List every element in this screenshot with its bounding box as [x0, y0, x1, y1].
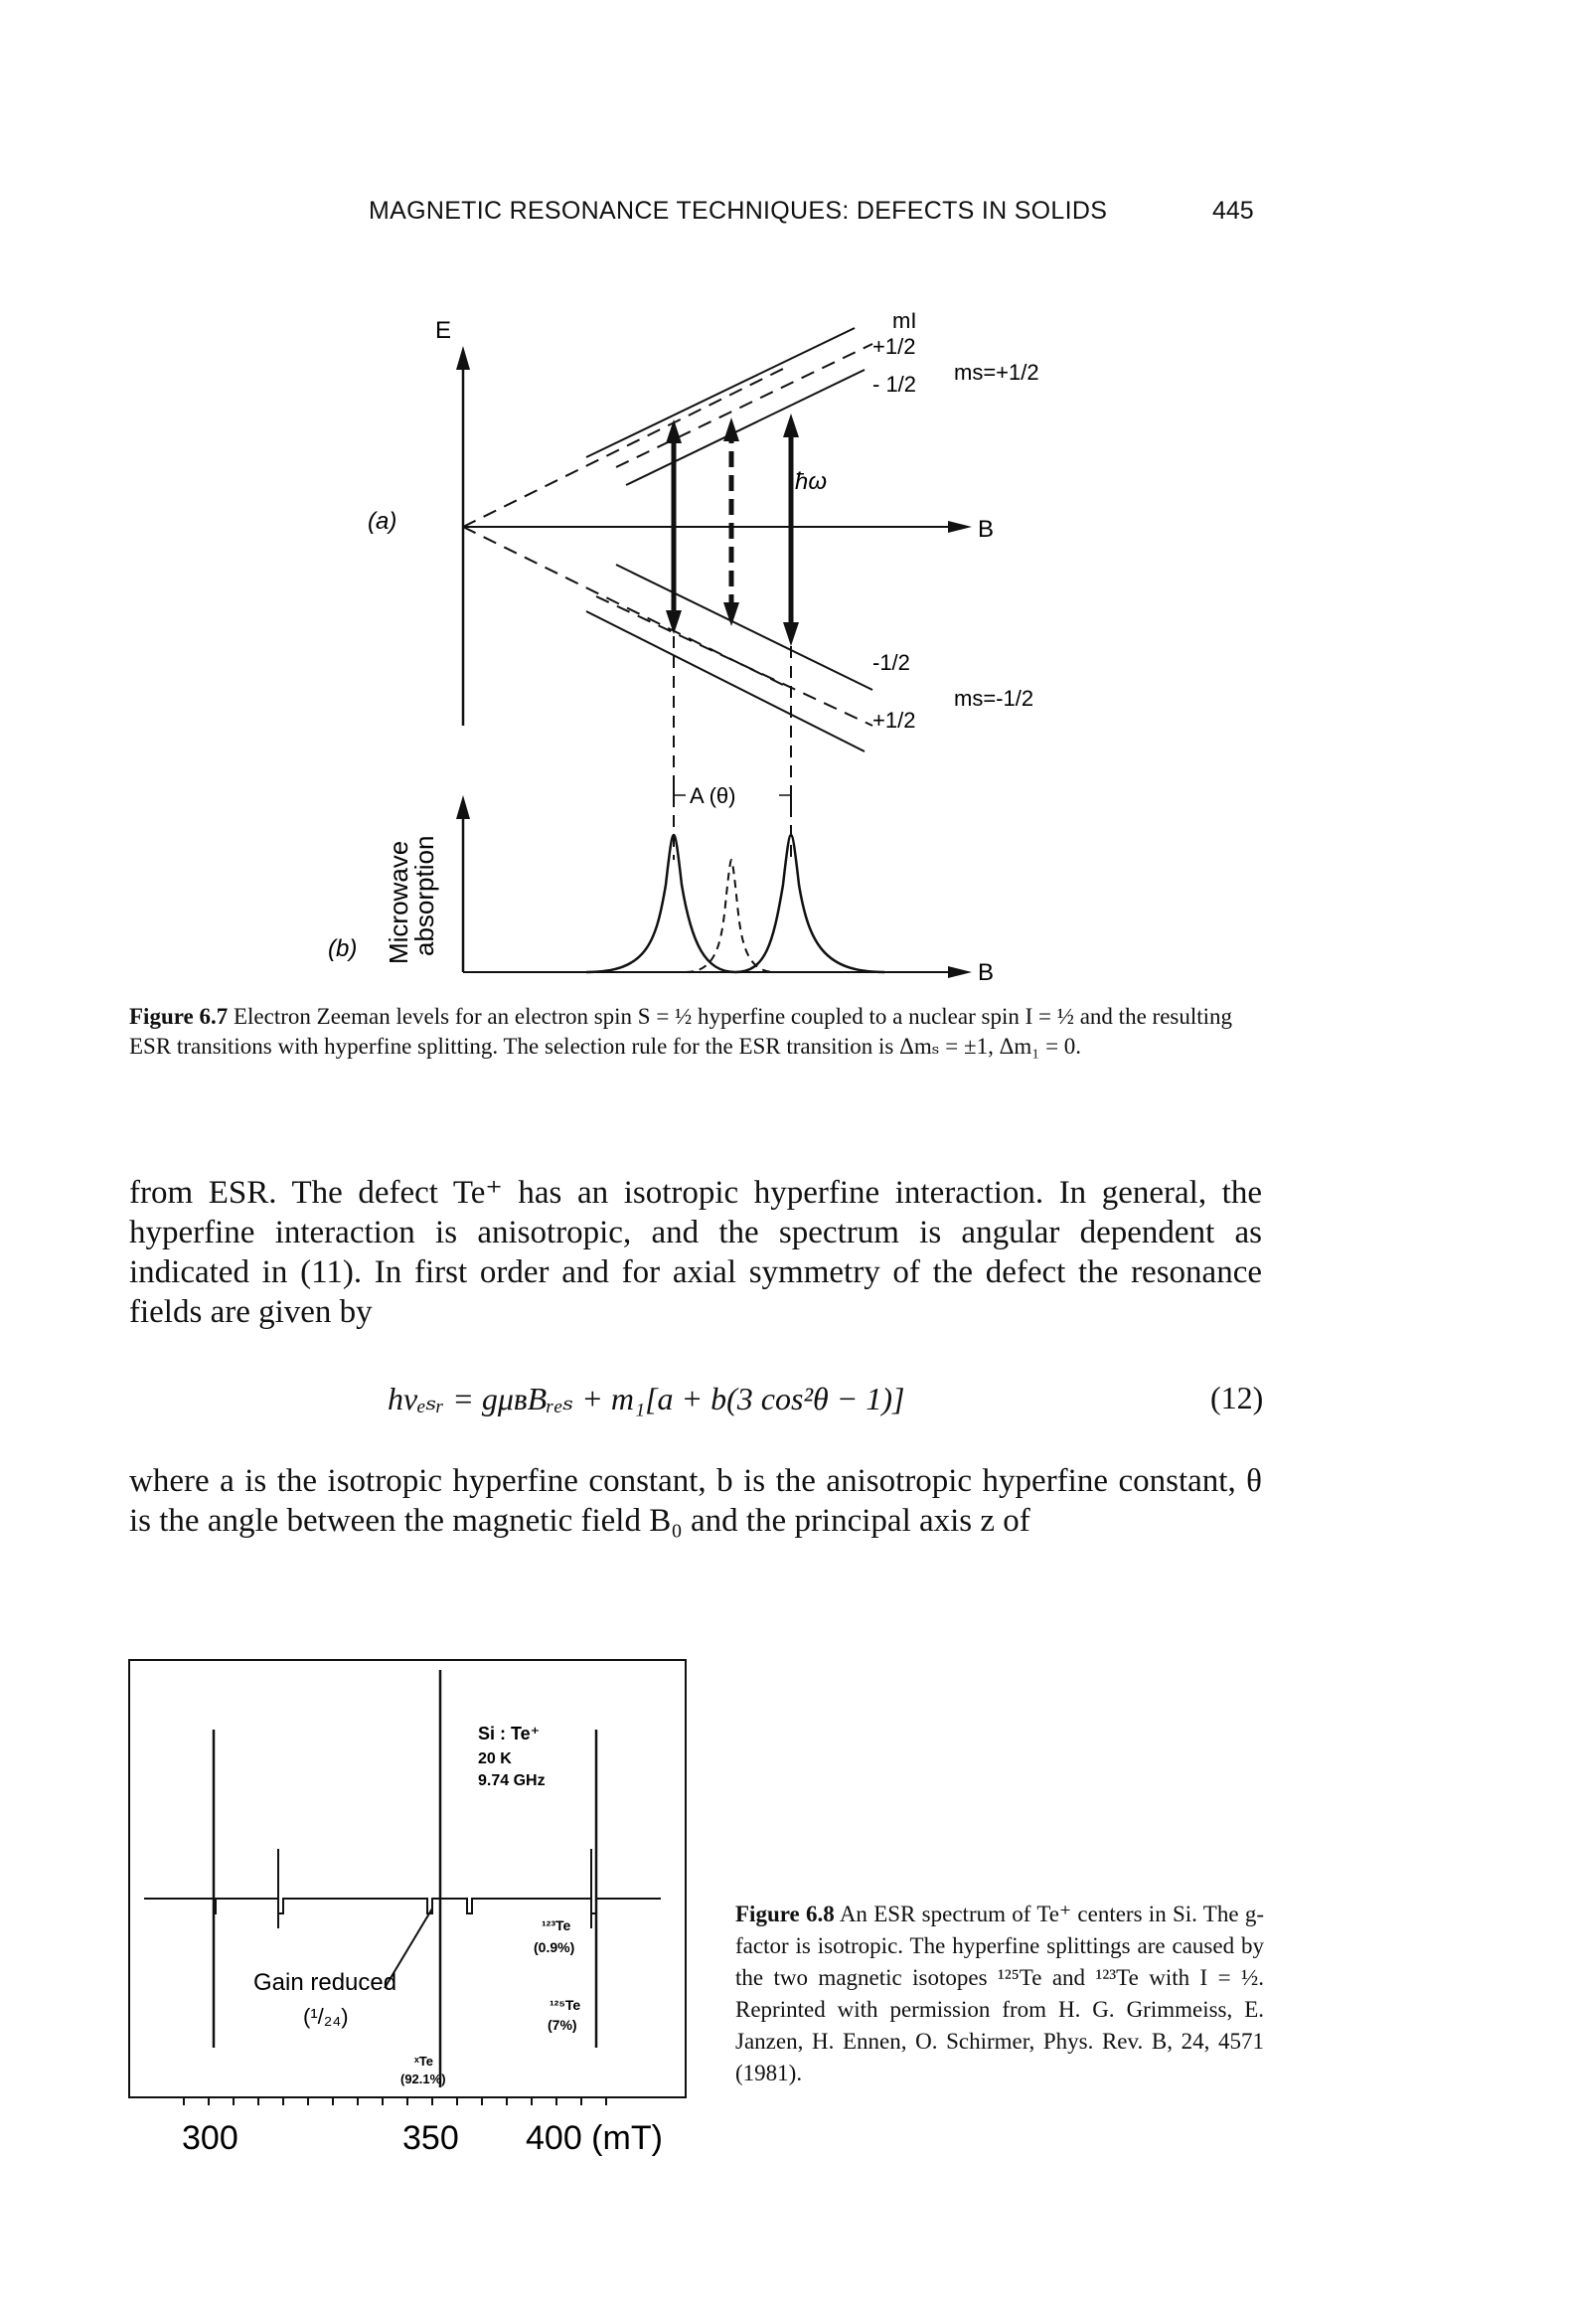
spectrum-trace [144, 1899, 661, 1913]
ylabel-absorption: absorption [409, 835, 439, 956]
equation-12: hνₑₛᵣ = gμʙBᵣₑₛ + m₁[a + b(3 cos²θ − 1)] [388, 1381, 905, 1416]
field-axis-a-label: B [978, 516, 995, 543]
upper-level-minus [626, 370, 865, 485]
mI-plus-label: +1/2 [872, 334, 916, 359]
lower-plus-label: +1/2 [872, 708, 916, 733]
sample-label: Si : Te⁺ [478, 1724, 541, 1743]
mI-label: mI [892, 308, 917, 333]
absorption-peak-middle [686, 860, 775, 972]
te123-pct: (0.9%) [534, 1939, 575, 1955]
zeeman-up-dashed [463, 368, 785, 527]
gain-factor-label: (¹/₂₄) [303, 2004, 349, 2029]
te125-pct: (7%) [548, 2017, 577, 2033]
hyperfine-splitting-label: A (θ) [690, 783, 736, 808]
figure-6-7-diagram [328, 308, 1123, 984]
temperature-label: 20 K [478, 1750, 512, 1767]
field-axis-b-label: B [978, 959, 995, 984]
figure-6-7-caption-text: Electron Zeeman levels for an electron spin S = ½ hyperfine coupled to a nuclear spin I = ½ and the resulting ESR transitions with hyperfine splitting. The selection rule for the ESR transition is Δmₛ = ±1, Δm₁ = 0. [129, 1004, 1233, 1059]
figure-6-7-caption [129, 1002, 1262, 1062]
hbar-omega-label: ħω [795, 468, 828, 495]
energy-axis-arrow [456, 346, 470, 370]
lower-level-minus [616, 565, 872, 690]
figure-6-8-caption [735, 1899, 1264, 2089]
body-paragraph-2: where a is the isotropic hyperfine constant, b is the anisotropic hyperfine constant, θ is the angle between the magnetic field B₀ and the principal axis z of [129, 1463, 1262, 1539]
body-paragraph-1: from ESR. The defect Te⁺ has an isotropic hyperfine interaction. In general, the hyperfine interaction is anisotropic, and the spectrum is angular dependent as indicated in (11). In first order and for axial symmetry of the defect the resonance fields are given by [129, 1175, 1262, 1330]
figure-6-8-caption-label: Figure 6.8 [735, 1902, 835, 1926]
lower-level-plus [586, 611, 865, 751]
upper-level-dashed [616, 344, 872, 467]
te125-label: ¹²⁵Te [550, 1997, 581, 2013]
absorption-peak-left [586, 835, 735, 972]
panel-a-label: (a) [368, 508, 397, 535]
energy-axis-label: E [435, 317, 452, 344]
mI-minus-label: - 1/2 [872, 372, 917, 397]
absorption-peak-right [735, 835, 884, 972]
te123-label: ¹²³Te [542, 1917, 571, 1933]
field-axis-a-arrow [948, 521, 972, 533]
lower-minus-label: -1/2 [872, 650, 910, 675]
figure-6-8-caption-text: An ESR spectrum of Te⁺ centers in Si. The g-factor is isotropic. The hyperfine splittings are caused by the two magnetic isotopes ¹²⁵Te and ¹²³Te with I = ½. Reprinted with permission from H. G. Grimmeiss, E. Janzen, H. Ennen, O. Schirmer, Phys. Rev. B, 24, 4571 (1981). [735, 1902, 1265, 2085]
tick-300: 300 [182, 2119, 238, 2157]
tick-400: 400 (mT) [526, 2119, 663, 2157]
tick-350: 350 [402, 2119, 459, 2157]
gain-reduced-label: Gain reduced [253, 1969, 397, 1996]
ms-upper-label: ms=+1/2 [954, 360, 1039, 385]
equation-number: (12) [1210, 1380, 1264, 1415]
te-even-label: ˣTe [414, 2054, 433, 2069]
ylabel-microwave: Microwave [384, 840, 413, 964]
running-head: MAGNETIC RESONANCE TECHNIQUES: DEFECTS IN SOLIDS [369, 197, 1108, 225]
panel-b-label: (b) [328, 935, 358, 962]
figure-6-7-caption-label: Figure 6.7 [129, 1004, 229, 1029]
upper-level-plus [586, 328, 855, 457]
figure-6-8-spectrum [124, 1630, 710, 2167]
frequency-label: 9.74 GHz [478, 1772, 546, 1789]
ms-lower-label: ms=-1/2 [954, 686, 1034, 711]
te-even-pct: (92.1%) [400, 2072, 446, 2086]
page-number: 445 [1212, 197, 1254, 225]
